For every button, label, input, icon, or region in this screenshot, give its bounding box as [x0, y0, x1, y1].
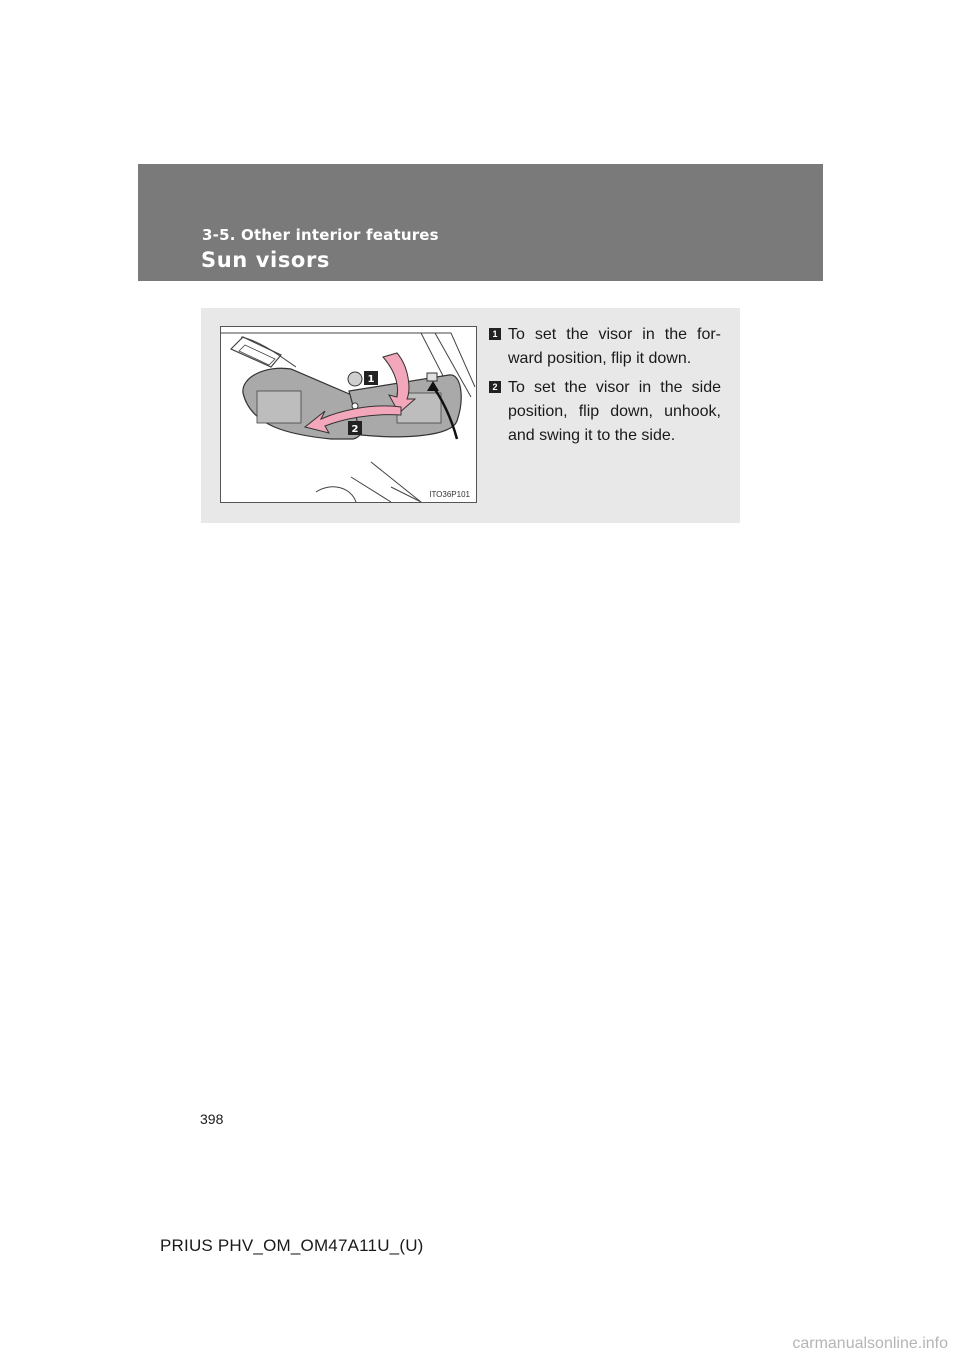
- step-number-badge: 1: [489, 328, 501, 340]
- callout-1-label: 1: [367, 374, 375, 385]
- page-number: 398: [200, 1111, 224, 1127]
- page-title: Sun visors: [201, 248, 331, 272]
- document-id: PRIUS PHV_OM_OM47A11U_(U): [160, 1236, 424, 1255]
- step-text: To set the visor in the side position, flip down, unhook, and swing it to the side.: [508, 379, 721, 444]
- step-1: [489, 323, 721, 371]
- step-2: [489, 376, 721, 448]
- sun-visor-illustration: [220, 326, 477, 503]
- figure-code: ITO36P101: [429, 490, 470, 499]
- step-text: To set the visor in the for-ward position, flip it down.: [508, 326, 721, 367]
- section-label: 3-5. Other interior features: [202, 226, 439, 244]
- step-number-badge: 2: [489, 381, 501, 393]
- sun-visor-drawing: [221, 327, 476, 502]
- watermark: carmanualsonline.info: [792, 1335, 948, 1352]
- callout-2-label: 2: [351, 424, 359, 435]
